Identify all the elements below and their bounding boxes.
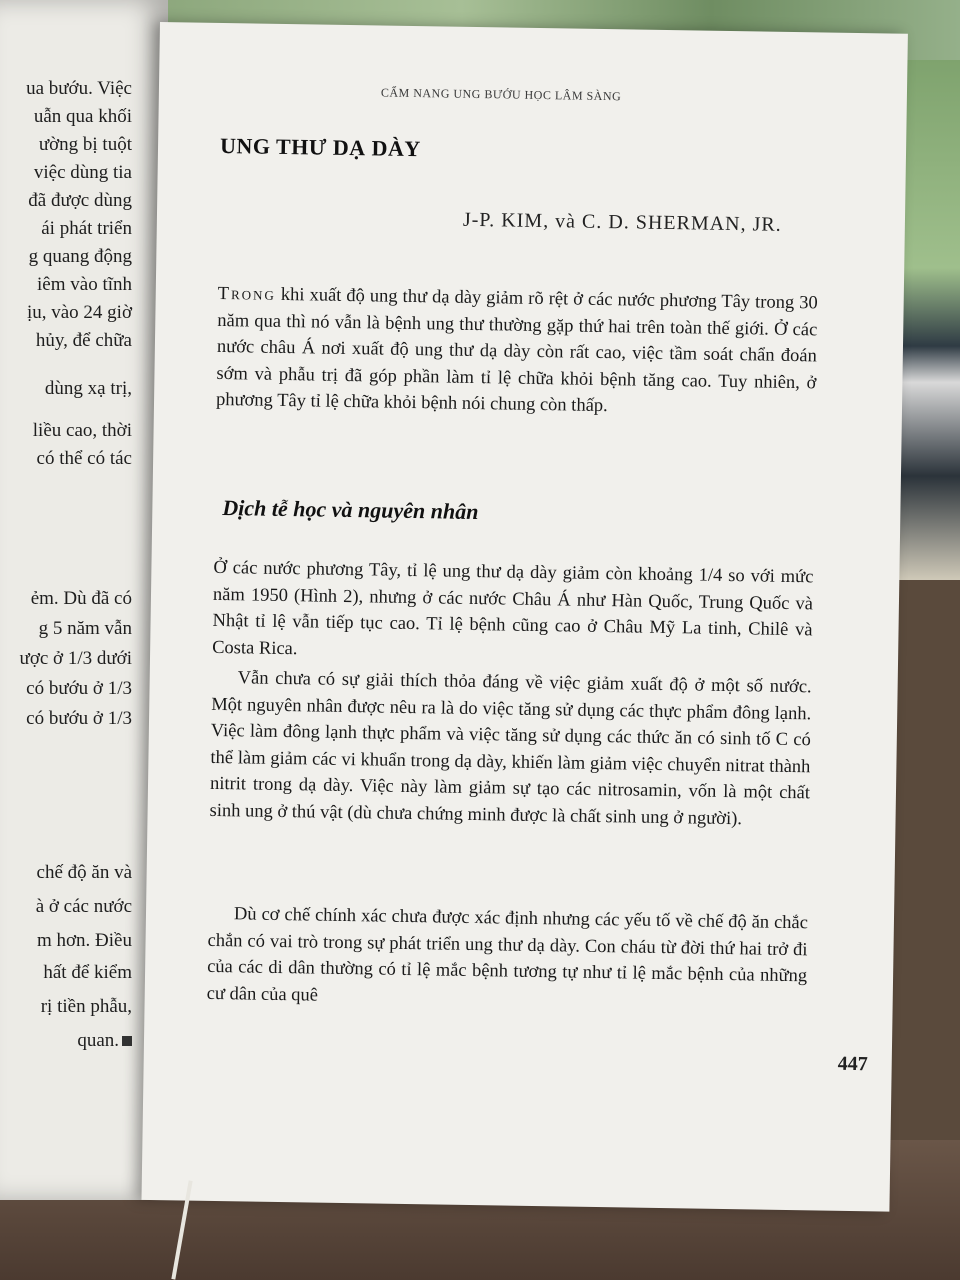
left-line-text: quan. [77, 1030, 119, 1051]
left-line: rị tiền phẫu, [40, 996, 132, 1017]
right-page [141, 22, 907, 1212]
left-line: g 5 năm vẫn [38, 618, 132, 639]
left-line: có bướu ở 1/3 [26, 678, 132, 699]
left-line: dùng xạ trị, [44, 378, 132, 399]
left-line: iêm vào tĩnh [37, 274, 132, 295]
left-line: ái phát triển [41, 218, 132, 239]
left-line: g quang động [28, 246, 132, 267]
body-paragraph-1: Ở các nước phương Tây, tỉ lệ ung thư dạ dày giảm còn khoảng 1/4 so với mức năm 1950 (Hình 2), nhưng ở các nước Châu Á như Hàn Quốc, Trung Quốc và Nhật tỉ lệ vẫn tiếp tục cao. Tỉ lệ bệnh cũng cao ở Châu Mỹ La tinh, Chilê và Costa Rica. [212, 557, 814, 659]
left-line: à ở các nước [35, 896, 132, 917]
left-line: có bướu ở 1/3 [26, 708, 132, 729]
left-page [0, 0, 168, 1200]
intro-paragraph [216, 281, 818, 423]
intro-lead-word: Trong [217, 283, 277, 305]
left-line: hủy, để chữa [35, 330, 132, 351]
left-line: liều cao, thời [32, 420, 132, 441]
intro-text: khi xuất độ ung thư dạ dày giảm rõ rệt ở các nước phương Tây trong 30 năm qua thì nó vẫn là bệnh ung thư thường gặp thứ hai trên toàn thế giới. Ở các nước châu Á nơi xuất độ ung thư dạ dày còn rất cao, việc tầm soát chẩn đoán sớm và phẫu trị đã góp phần làm tỉ lệ chữa khỏi bệnh tăng cao. Tuy nhiên, ở phương Tây tỉ lệ chữa khỏi bệnh nói chung còn thấp. [215, 284, 818, 417]
left-line [77, 1030, 132, 1052]
left-line: ẻm. Dù đã có [30, 588, 132, 609]
left-line: ịu, vào 24 giờ [26, 302, 132, 323]
left-line: uẫn qua khối [33, 106, 132, 127]
left-line: việc dùng tia [33, 162, 132, 183]
left-line: m hơn. Điều [36, 930, 132, 951]
left-line: ua bướu. Việc [26, 78, 132, 99]
left-line: đã được dùng [28, 190, 132, 211]
chapter-title: UNG THƯ DẠ DÀY [219, 132, 421, 162]
left-line: có thể có tác [36, 448, 132, 469]
chapter-authors: J-P. KIM, và C. D. SHERMAN, JR. [462, 208, 782, 236]
body-paragraph-2: Vẫn chưa có sự giải thích thỏa đáng về việc giảm xuất độ ở một số nước. Một nguyên nhân được nêu ra là do việc tăng sử dụng các thực phẩm đông lạnh. Việc làm đông lạnh thực phẩm và việc tăng sử dụng các thức ăn có sinh tố C có thể làm giảm các vi khuẩn trong dạ dày, khiến làm giảm việc chuyển nitrat thành nitrit trong dạ dày. Việc này làm giảm sự tạo các nitrosamin, vốn là một chất sinh ung ở thú vật (dù chưa chứng minh được là chất sinh ung ở người). [209, 668, 812, 829]
left-line: chế độ ăn và [36, 862, 132, 883]
left-line: hất để kiểm [43, 962, 132, 983]
section-heading: Dịch tễ học và nguyên nhân [222, 495, 479, 525]
body-paragraph-3: Dù cơ chế chính xác chưa được xác định nhưng các yếu tố về chế độ ăn chắc chắn có vai trò trong sự phát triển ung thư dạ dày. Con cháu từ đời thứ hai trở đi của các di dân thường có tỉ lệ mắc bệnh tương tự như tỉ lệ mắc bệnh của những cư dân của quê [206, 904, 809, 1006]
end-mark-icon [122, 1036, 132, 1046]
left-line: ược ở 1/3 dưới [19, 648, 132, 669]
page-number: 447 [837, 1052, 868, 1076]
running-head: CẨM NANG UNG BƯỚU HỌC LÂM SÀNG [380, 85, 622, 104]
left-line: ường bị tuột [38, 134, 132, 155]
